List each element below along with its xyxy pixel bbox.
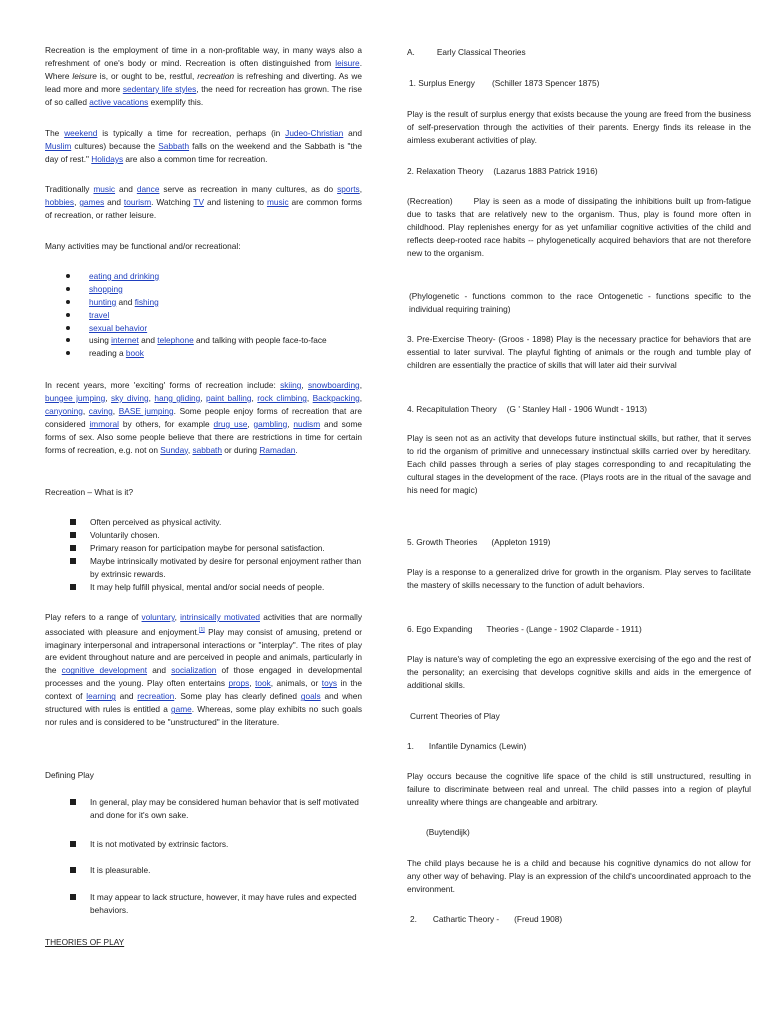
hyperlink[interactable]: games bbox=[79, 196, 105, 207]
bullet-icon bbox=[66, 287, 70, 291]
section-title: Early Classical Theories bbox=[436, 47, 526, 57]
hyperlink[interactable]: TV bbox=[193, 196, 205, 207]
growth-theories-heading: 5. Growth Theories (Appleton 1919) bbox=[407, 537, 551, 547]
hyperlink[interactable]: BASE jumping bbox=[118, 405, 174, 416]
hyperlink[interactable]: paint balling bbox=[206, 392, 252, 403]
text-run: , bbox=[74, 196, 80, 207]
hyperlink[interactable]: tourism bbox=[123, 196, 152, 207]
current-theories-heading: Current Theories of Play bbox=[410, 711, 500, 721]
text-run: activities that are normally associated with pleasure and enjoyment. bbox=[45, 612, 362, 637]
text-run: , bbox=[359, 380, 362, 390]
list-item: It is pleasurable. bbox=[45, 864, 362, 877]
list-item: Primary reason for participation maybe for personal satisfaction. bbox=[45, 542, 362, 555]
hyperlink[interactable]: fishing bbox=[134, 296, 159, 307]
hyperlink[interactable]: toys bbox=[321, 678, 338, 689]
ego-expanding-body: Play is nature's way of completing the ego an expressive exercising of the ego and the rest of the personality; an exercising that develops cognitive skills and aids in the emergence of additional skills. bbox=[407, 654, 751, 690]
activities-intro: Many activities may be functional and/or recreational: bbox=[45, 241, 241, 251]
buytendijk-heading: (Buytendijk) bbox=[426, 827, 470, 837]
recapitulation-theory-heading: 4. Recapitulation Theory (G ' Stanley Hall - 1906 Wundt - 1913) bbox=[407, 404, 648, 414]
bullet-icon bbox=[66, 300, 70, 304]
text-run: and when structured with rules is entitled a bbox=[45, 691, 362, 715]
square-bullet-icon bbox=[70, 584, 76, 590]
defining-play-heading: Defining Play bbox=[45, 770, 94, 780]
surplus-energy-heading: 1. Surplus Energy (Schiller 1873 Spencer 1875) bbox=[409, 78, 600, 88]
text-run: , bbox=[247, 418, 254, 429]
text-run: , bbox=[174, 612, 181, 622]
hyperlink[interactable]: took bbox=[255, 678, 271, 689]
hyperlink[interactable]: bungee jumping bbox=[45, 392, 106, 403]
weekend-paragraph bbox=[45, 127, 362, 166]
hyperlink[interactable]: skiing bbox=[280, 380, 302, 390]
hyperlink[interactable]: snowboarding bbox=[308, 380, 360, 390]
play-definition-paragraph bbox=[45, 611, 362, 729]
hyperlink[interactable]: goals bbox=[300, 691, 321, 702]
hyperlink[interactable]: recreation bbox=[137, 691, 175, 702]
text-run: , bbox=[148, 392, 155, 403]
text-run: . Some people enjoy forms of recreation that are considered bbox=[45, 405, 362, 429]
hyperlink[interactable]: game bbox=[171, 704, 192, 715]
text-run: is typically a time for recreation, perhaps (in bbox=[97, 128, 286, 138]
text-run: and bbox=[147, 665, 172, 676]
hyperlink[interactable]: learning bbox=[86, 691, 116, 702]
hyperlink[interactable]: sports bbox=[337, 184, 360, 194]
bullet-icon bbox=[66, 274, 70, 278]
ego-expanding-heading: 6. Ego Expanding Theories - (Lange - 1902 Claparde - 1911) bbox=[407, 624, 642, 634]
hyperlink[interactable]: hobbies bbox=[45, 196, 75, 207]
text-run: . Where bbox=[45, 57, 362, 81]
relaxation-theory-heading: 2. Relaxation Theory (Lazarus 1883 Patrick 1916) bbox=[407, 166, 598, 176]
hyperlink[interactable]: intrinsically motivated bbox=[180, 612, 260, 622]
hyperlink[interactable]: nudism bbox=[293, 418, 321, 429]
what-is-it-heading: Recreation – What is it? bbox=[45, 487, 134, 497]
hyperlink[interactable]: Holidays bbox=[91, 153, 124, 164]
hyperlink[interactable]: book bbox=[125, 348, 144, 359]
hyperlink[interactable]: voluntary bbox=[141, 612, 175, 622]
hyperlink[interactable]: Ramadan bbox=[259, 444, 296, 455]
text-run: Play may consist of amusing, pretend or imaginary interpersonal and intrapersonal interactions or "interplay". The rites of play are evident throughout nature and are perceived in people and animals, particularly in the bbox=[45, 626, 362, 676]
text-run: exemplify this. bbox=[148, 96, 204, 107]
text-run: The bbox=[45, 128, 65, 138]
text-run: , bbox=[200, 392, 207, 403]
text-run: serve as recreation in many cultures, as do bbox=[159, 184, 338, 194]
hyperlink[interactable]: music bbox=[266, 196, 289, 207]
list-item: Maybe intrinsically motivated by desire for personal enjoyment rather than by extrinsic rewards. bbox=[45, 555, 362, 581]
hyperlink[interactable]: dance bbox=[136, 184, 160, 194]
bullet-icon bbox=[66, 326, 70, 330]
hyperlink[interactable]: music bbox=[93, 184, 116, 194]
hyperlink[interactable]: leisure bbox=[335, 57, 360, 68]
infantile-dynamics-heading: 1. Infantile Dynamics (Lewin) bbox=[407, 741, 527, 751]
text-run: . Watching bbox=[151, 196, 194, 207]
list-item bbox=[45, 309, 362, 322]
hyperlink[interactable]: shopping bbox=[89, 283, 123, 294]
text-run: falls on the weekend and the Sabbath is "the day of rest." bbox=[45, 140, 363, 164]
hyperlink[interactable]: props bbox=[228, 678, 250, 689]
text-run: and talking with people face-to-face bbox=[193, 335, 327, 346]
text-run: cultures) because the bbox=[71, 140, 159, 151]
text-run: . Some play has clearly defined bbox=[174, 691, 301, 702]
text-run: , bbox=[82, 405, 89, 416]
hyperlink[interactable]: immoral bbox=[89, 418, 119, 429]
hyperlink[interactable]: telephone bbox=[157, 335, 194, 346]
text-run: of those engaged in developmental processes and the young. Play often entertains bbox=[45, 665, 362, 689]
text-run: reading a bbox=[89, 348, 126, 359]
hyperlink[interactable]: Muslim bbox=[45, 140, 72, 151]
hyperlink[interactable]: hang gliding bbox=[154, 392, 201, 403]
text-run: and some forms of sex. Also some people believe that there are restrictions in time for certain forms of recreation, e.g. not on bbox=[45, 418, 362, 455]
growth-theories-body: Play is a response to a generalized drive for growth in the organism. Play serves to facilitate the mastery of skills necessary to the function of adult behaviors. bbox=[407, 567, 751, 590]
text-run: and bbox=[104, 196, 124, 207]
text-run: and listening to bbox=[204, 196, 267, 207]
hyperlink[interactable]: active vacations bbox=[89, 96, 149, 107]
list-item: In general, play may be considered human behavior that is self motivated and done for it's own sake. bbox=[45, 796, 362, 822]
surplus-energy-body: Play is the result of surplus energy that exists because the young are freed from the business of self-preservation through the activities of their parents. Energy finds its release in the aimless exuberant activities of play. bbox=[407, 109, 751, 145]
list-item: It may help fulfill physical, mental and/or social needs of people. bbox=[45, 581, 362, 594]
text-run: , bbox=[251, 392, 258, 403]
text-run: in the context of bbox=[45, 678, 362, 702]
hyperlink[interactable]: hunting bbox=[89, 296, 117, 307]
text-run: is refreshing and diverting. As we lead more and more bbox=[45, 70, 362, 94]
buytendijk-body: The child plays because he is a child and because his cognitive dynamics do not allow for any other way of behaving. Play is an expression of the child's uncoordinated approach to the environment. bbox=[407, 858, 751, 894]
hyperlink[interactable]: internet bbox=[111, 335, 139, 346]
phylogenetic-note: (Phylogenetic - functions common to the race Ontogenetic - functions specific to the individual requiring training) bbox=[409, 291, 751, 314]
hyperlink[interactable]: rock climbing bbox=[257, 392, 307, 403]
infantile-dynamics-body: Play occurs because the cognitive life space of the child is still unstructured, resulting in failure to discriminate between real and unreal. The child passes into a region of playful unreality where things are changeable and arbitrary. bbox=[407, 771, 751, 807]
text-run: , bbox=[287, 418, 294, 429]
hyperlink[interactable]: weekend bbox=[64, 128, 98, 138]
square-bullet-icon bbox=[70, 532, 76, 538]
text-run: and bbox=[116, 296, 135, 307]
text-run: , bbox=[306, 392, 313, 403]
hyperlink[interactable]: sabbath bbox=[192, 444, 222, 455]
hyperlink[interactable]: [1] bbox=[199, 626, 205, 633]
text-run: . Whereas, some play exhibits no such goals nor rules and is considered to be "unstructured" in the literature. bbox=[45, 704, 362, 728]
square-bullet-icon bbox=[70, 799, 76, 805]
square-bullet-icon bbox=[70, 841, 76, 847]
hyperlink[interactable]: canyoning bbox=[45, 405, 83, 416]
text-run: In recent years, more 'exciting' forms of recreation include: bbox=[45, 380, 281, 390]
text-run: , bbox=[359, 392, 362, 403]
text-run: by others, for example bbox=[118, 418, 214, 429]
list-item: It may appear to lack structure, however, it may have rules and expected behaviors. bbox=[45, 891, 362, 917]
list-item bbox=[45, 347, 362, 360]
list-item bbox=[45, 322, 362, 335]
hyperlink[interactable]: Sunday bbox=[160, 444, 188, 455]
hyperlink[interactable]: caving bbox=[88, 405, 113, 416]
text-run: is, or ought to be, restful, bbox=[96, 70, 198, 81]
recreation-intro-paragraph bbox=[45, 44, 362, 109]
text-run: Play refers to a range of bbox=[45, 612, 142, 622]
hyperlink[interactable]: Judeo-Christian bbox=[285, 128, 344, 138]
list-item bbox=[45, 270, 362, 283]
text-run: and bbox=[115, 184, 137, 194]
text-run: , the need for recreation has grown. The rise of so called bbox=[45, 83, 362, 107]
pre-exercise-theory: 3. Pre-Exercise Theory- (Groos - 1898) Play is the necessary practice for behaviors that are essential to later survival. The playful fighting of animals or the rough and tumble play of children are essentially the practice of skills that will later aid their survival bbox=[407, 334, 751, 370]
text-run: , bbox=[359, 184, 362, 194]
hyperlink[interactable]: sexual behavior bbox=[89, 322, 148, 333]
relaxation-theory-body: (Recreation) Play is seen as a mode of dissipating the inhibitions built up from-fatigue due to tasks that are relatively new to the organism. Thus, play is found more often in childhood. Play replenishes energy for as yet unfamiliar cognitive activities of the child and reflects deep-rooted race habits -- phylogenetically acquired behaviors that are not therefore new to the organism. bbox=[407, 196, 751, 258]
traditions-paragraph bbox=[45, 183, 362, 222]
text-run: and bbox=[115, 691, 138, 702]
hyperlink[interactable]: Backpacking bbox=[312, 392, 360, 403]
hyperlink[interactable]: Sabbath bbox=[158, 140, 190, 151]
text-run: are common forms of recreation, or rather leisure. bbox=[45, 196, 362, 220]
text-run: , bbox=[187, 444, 193, 455]
text-run: . bbox=[295, 444, 298, 455]
bullet-icon bbox=[66, 313, 70, 317]
list-item bbox=[45, 283, 362, 296]
exciting-recreation-paragraph bbox=[45, 379, 362, 456]
square-bullet-icon bbox=[70, 894, 76, 900]
text-run: or during bbox=[221, 444, 260, 455]
hyperlink[interactable]: cognitive development bbox=[61, 665, 148, 676]
text-run: , bbox=[112, 405, 119, 416]
italic-text: leisure bbox=[72, 70, 97, 81]
list-item bbox=[45, 296, 362, 309]
activities-list bbox=[45, 270, 362, 360]
hyperlink[interactable]: sedentary life styles bbox=[122, 83, 197, 94]
text-run: , bbox=[105, 392, 111, 403]
text-run: and bbox=[343, 128, 363, 138]
text-run: and bbox=[138, 335, 158, 346]
hyperlink[interactable]: socialization bbox=[171, 665, 217, 676]
theories-of-play-heading: THEORIES OF PLAY bbox=[45, 937, 125, 947]
text-run: Traditionally bbox=[45, 184, 94, 194]
text-run: using bbox=[89, 335, 112, 346]
bullet-icon bbox=[66, 338, 70, 342]
hyperlink[interactable]: travel bbox=[89, 309, 110, 320]
square-bullet-icon bbox=[70, 558, 76, 564]
bullet-icon bbox=[66, 351, 70, 355]
italic-text: recreation bbox=[197, 70, 235, 81]
list-item: Often perceived as physical activity. bbox=[45, 516, 362, 529]
square-bullet-icon bbox=[70, 545, 76, 551]
list-item bbox=[45, 334, 362, 347]
hyperlink[interactable]: sky diving bbox=[110, 392, 149, 403]
section-a-heading bbox=[407, 46, 751, 59]
text-run: are also a common time for recreation. bbox=[123, 153, 268, 164]
what-is-it-list bbox=[45, 516, 362, 593]
section-letter: A. bbox=[407, 47, 415, 57]
recapitulation-theory-body: Play is seen not as an activity that develops future instinctual skills, but rather, that it serves to rid the organism of primitive and unnecessary instinctual skills carried over by hereditary. Each child passes through a series of play stages corresponding to and recapitulating the cultural stages in the development of the race. (Plays roots are in the ritual of the savage and his need for magic) bbox=[407, 433, 751, 495]
hyperlink[interactable]: gambling bbox=[253, 418, 288, 429]
square-bullet-icon bbox=[70, 867, 76, 873]
cathartic-theory-heading: 2. Cathartic Theory - (Freud 1908) bbox=[410, 914, 563, 924]
text-run: Recreation is the employment of time in a non-profitable way, in many ways also a refreshment of one's body or mind. Recreation is often distinguished from bbox=[45, 45, 362, 68]
hyperlink[interactable]: drug use bbox=[213, 418, 248, 429]
text-run: , bbox=[249, 678, 256, 689]
list-item: It is not motivated by extrinsic factors. bbox=[45, 838, 362, 851]
text-run: , bbox=[301, 380, 309, 390]
list-item: Voluntarily chosen. bbox=[45, 529, 362, 542]
text-run: , animals, or bbox=[270, 678, 322, 689]
square-bullet-icon bbox=[70, 519, 76, 525]
hyperlink[interactable]: eating and drinking bbox=[89, 271, 160, 281]
